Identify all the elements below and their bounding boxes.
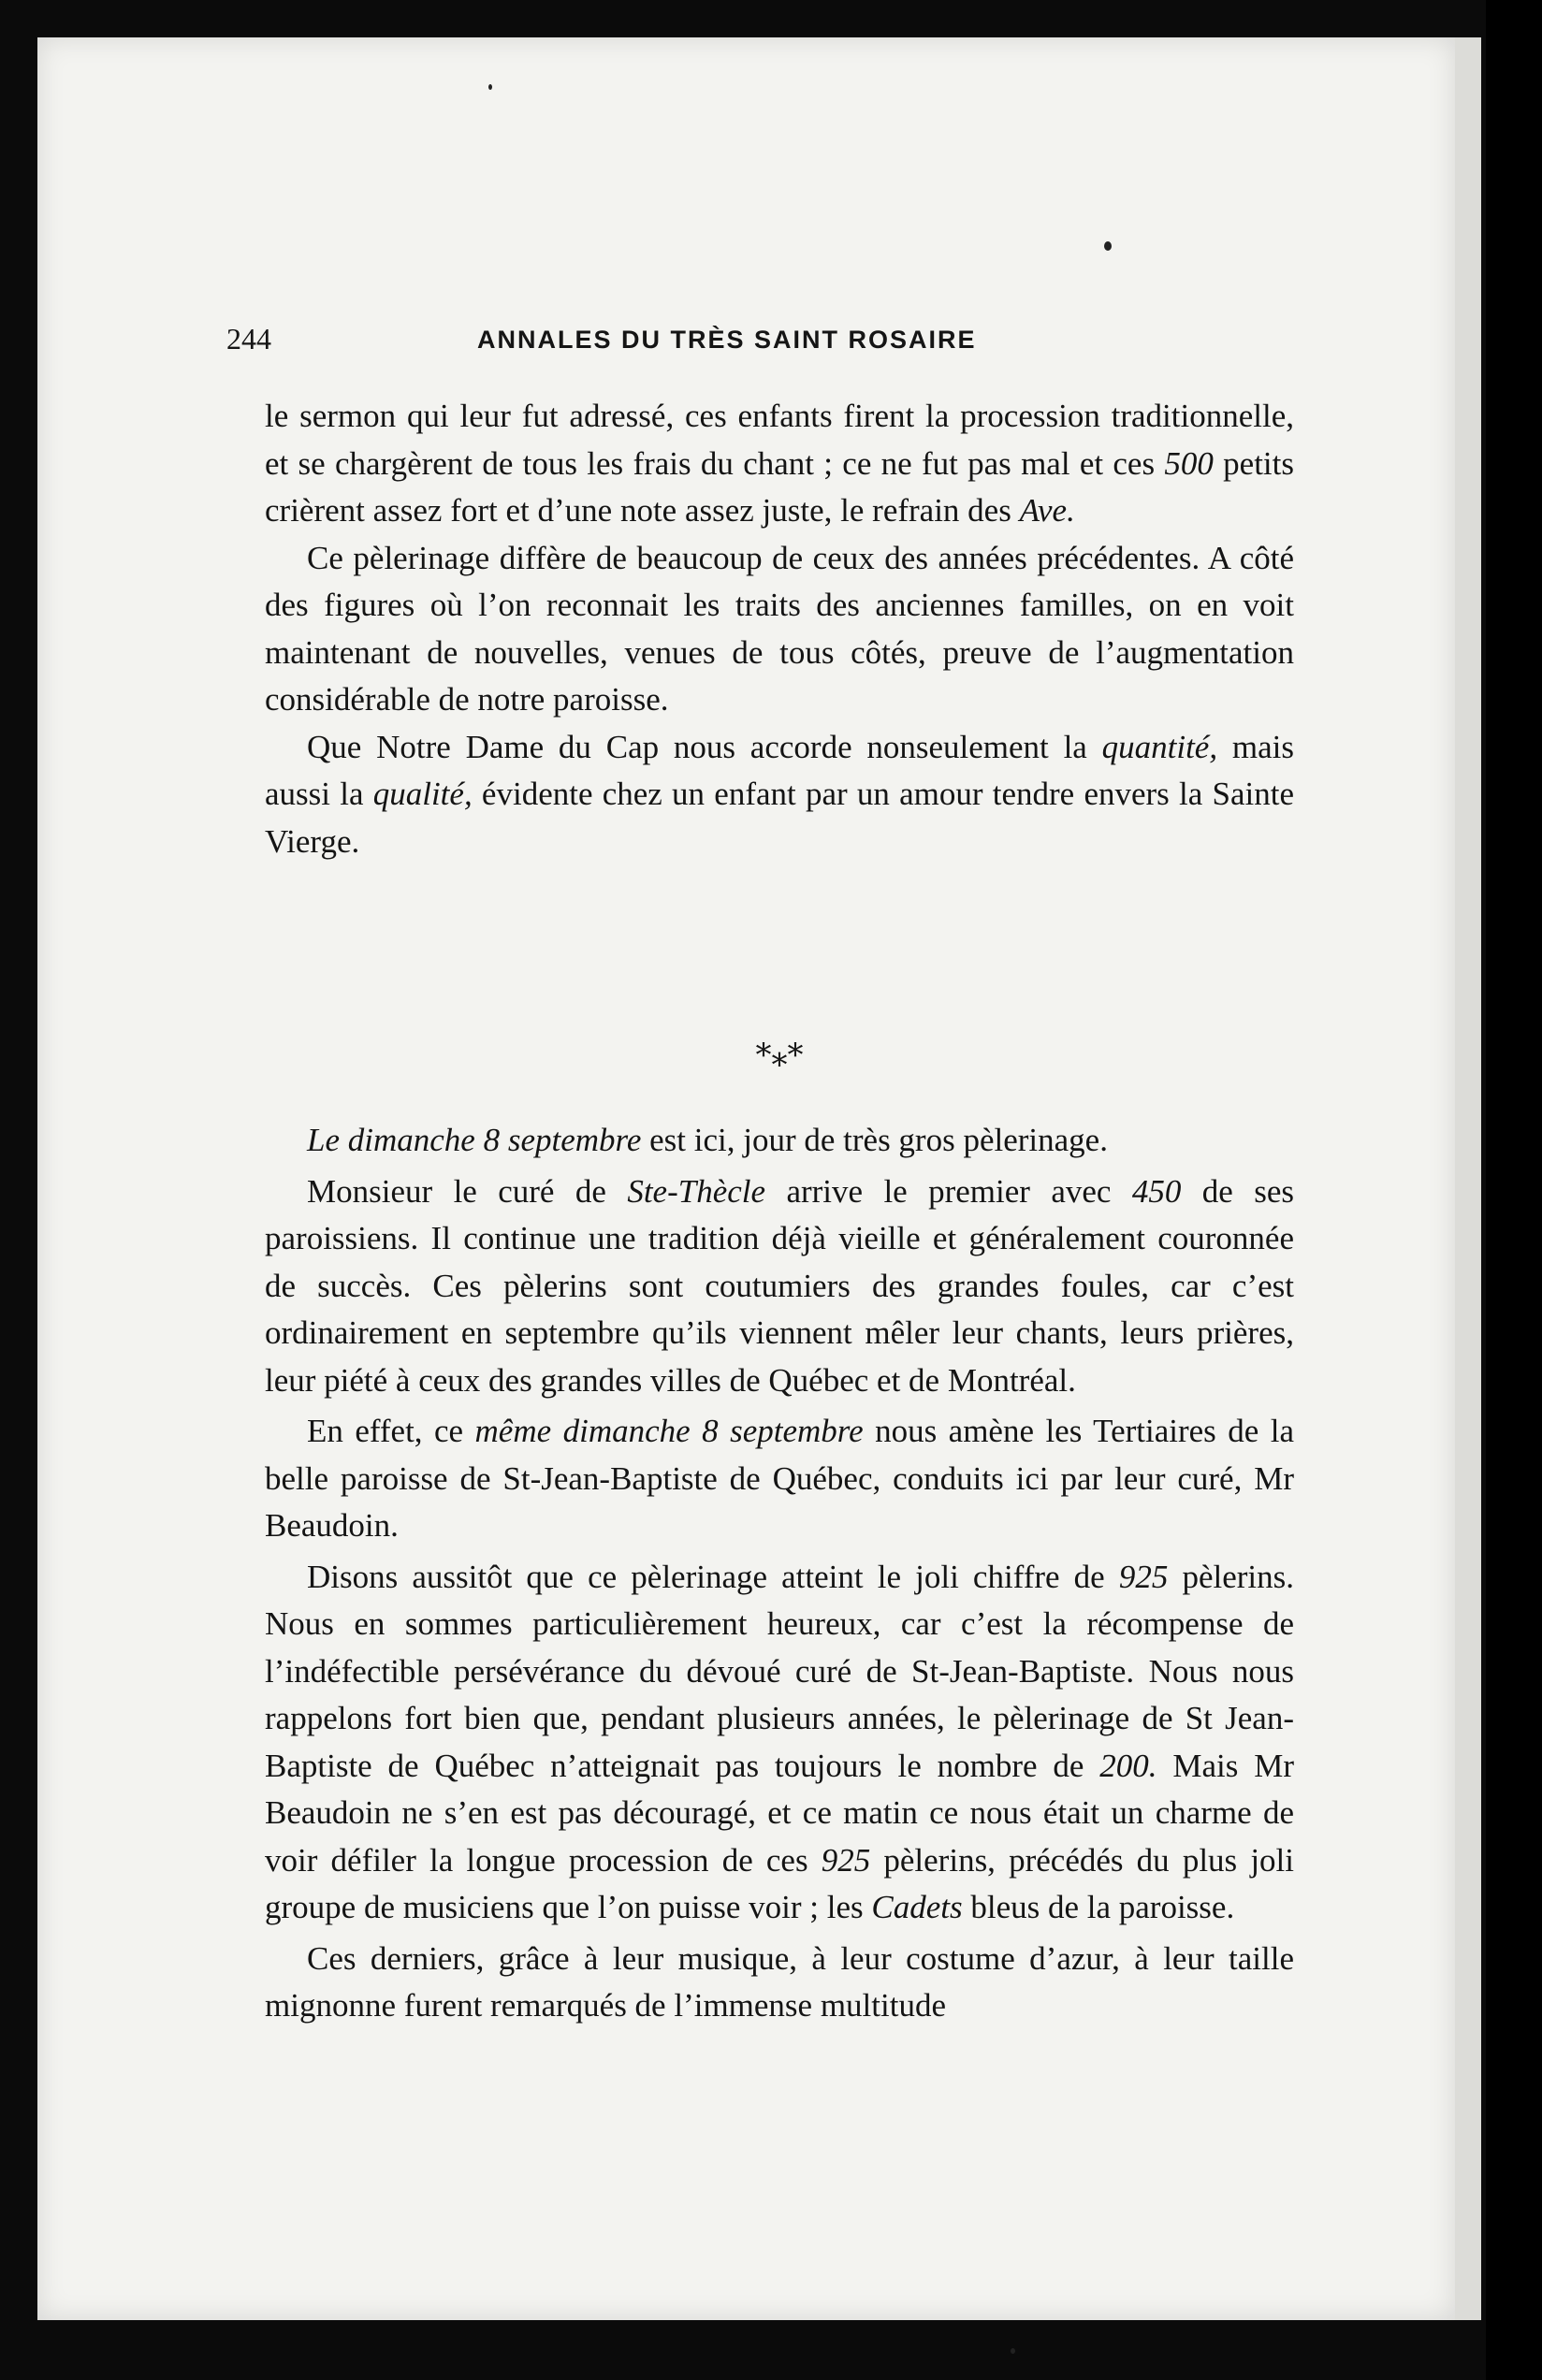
text-run: de ses paroissiens. Il continue une tradition déjà vieille et généralement couronnée de succès. Ces pèlerins sont coutumiers des grandes foules, car c’est ordinairement en septembre qu’ils viennent mêler leur chants, leurs prières, leur piété à ceux des grandes villes de Québec et de Montréal. [265,1172,1295,1399]
italic-text: 925 [821,1841,871,1879]
text-run: petits crièrent assez fort et d’une note assez juste, le refrain des [265,444,1295,529]
italic-text: quantité, [1101,728,1218,765]
italic-text: Ave. [1019,492,1075,529]
page-number: 244 [226,322,271,356]
text-run: Ces derniers, grâce à leur musique, à leur costume d’azur, à leur taille mignonne furent remarqués de l’immense multitude [265,1939,1294,2024]
text-run: est ici, jour de très gros pèlerinage. [641,1122,1108,1158]
text-run: Ce pèlerinage diffère de beaucoup de ceux des années précédentes. A côté des figures où l’on reconnait les traits des anciennes familles, on en voit maintenant de nouvelles, venues de tous côtés, preuve de l’augmentation considérable de notre paroisse. [265,539,1294,718]
text-run: Disons aussitôt que ce pèlerinage atteint le joli chiffre de [307,1558,1119,1595]
italic-text: Cadets [871,1889,963,1925]
paragraph-p7 [265,1554,1294,1932]
section-separator [265,1037,1294,1074]
italic-text: Ste-Thècle [627,1172,766,1210]
italic-text: qualité, [372,776,473,812]
text-run: pèlerins, précédés du plus joli groupe de musiciens que l’on puisse voir ; les [265,1841,1294,1925]
facing-page-edge [1455,37,1481,2320]
italic-text: 500 [1164,444,1214,482]
paragraph-p4 [265,1117,1294,1165]
paragraph-p5 [265,1168,1294,1405]
italic-text: même dimanche 8 septembre [474,1413,864,1449]
italic-text: Le dimanche 8 septembre [307,1122,642,1158]
text-run: le sermon qui leur fut adressé, ces enfants firent la procession traditionnelle, et se chargèrent de tous les frais du chant ; ce ne fut pas mal et ces [265,398,1294,482]
scan-border [1486,0,1542,2380]
body-text-top [265,393,1294,865]
italic-text: 925 [1118,1558,1169,1595]
paragraph-p8 [265,1936,1294,2030]
body-text-bottom [265,1117,1294,2034]
page-header [226,322,1312,359]
text-run: pèlerins. Nous en sommes particulièrement heureux, car c’est la récompense de l’indéfectible persévérance du dévoué curé de St-Jean-Baptiste. Nous nous rappelons fort bien que, pendant plusieurs années, le pèlerinage de St Jean-Baptiste de Québec n’atteignait pas toujours le nombre de [265,1558,1294,1784]
italic-text: 450 [1131,1172,1182,1210]
asterism: *⁎* [755,1037,804,1074]
text-run: nous amène les Tertiaires de la belle paroisse de St-Jean-Baptiste de Québec, conduits ici par leur curé, Mr Beaudoin. [265,1413,1294,1544]
paragraph-p2 [265,535,1294,724]
text-run: bleus de la paroisse. [962,1889,1235,1925]
italic-text: 200. [1099,1747,1157,1784]
text-run: En effet, ce [307,1413,475,1449]
text-run: arrive le premier avec [765,1172,1132,1210]
text-run: Mais Mr Beaudoin ne s’en est pas découragé, et ce matin ce nous était un charme de voir défiler la longue procession de ces [265,1747,1294,1879]
text-run: Que Notre Dame du Cap nous accorde nonseulement la [307,728,1102,765]
text-run: évidente chez un enfant par un amour tendre envers la Sainte Vierge. [265,776,1294,860]
paragraph-p1 [265,393,1294,535]
text-run: Monsieur le curé de [307,1172,628,1210]
paragraph-p6 [265,1408,1294,1550]
paragraph-p3 [265,724,1294,866]
running-title: ANNALES DU TRÈS SAINT ROSAIRE [477,326,977,354]
text-run: mais aussi la [265,728,1294,812]
